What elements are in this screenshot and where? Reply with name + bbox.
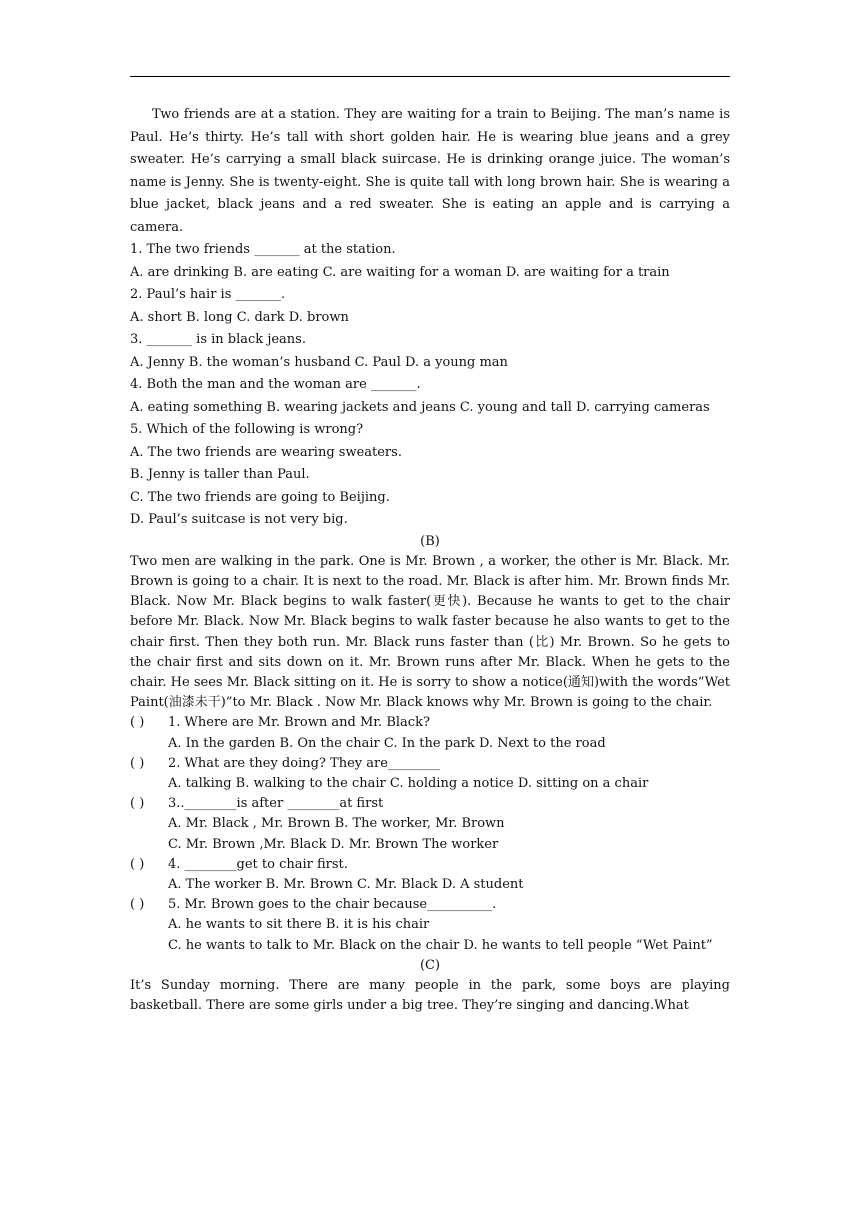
line-a-q4: 4. Both the man and the woman are _______. bbox=[130, 377, 421, 392]
question-b4 bbox=[130, 855, 730, 875]
answer-blank[interactable]: ( ) bbox=[130, 856, 145, 872]
section-b-heading: (B) bbox=[420, 533, 440, 549]
question-b1 bbox=[130, 713, 730, 733]
line-a-q5-option-b: B. Jenny is taller than Paul. bbox=[130, 467, 310, 482]
question-b4-options: A. The worker B. Mr. Brown C. Mr. Black D. A student bbox=[168, 876, 524, 892]
line-a-q5: 5. Which of the following is wrong? bbox=[130, 422, 364, 437]
question-text: 1. Where are Mr. Brown and Mr. Black? bbox=[168, 715, 430, 731]
question-b3 bbox=[130, 794, 730, 814]
answer-blank[interactable]: ( ) bbox=[130, 796, 145, 812]
question-b2 bbox=[130, 754, 730, 774]
line-a-q5-option-c: C. The two friends are going to Beijing. bbox=[130, 489, 390, 505]
question-text: 5. Mr. Brown goes to the chair because__________. bbox=[168, 897, 497, 913]
question-text: 3..________is after ________at first bbox=[168, 796, 384, 812]
answer-blank[interactable]: ( ) bbox=[130, 715, 145, 731]
question-b3-options-2: C. Mr. Brown ,Mr. Black D. Mr. Brown The worker bbox=[168, 836, 499, 852]
question-b5 bbox=[130, 895, 730, 915]
question-b3-options-1: A. Mr. Black , Mr. Brown B. The worker, Mr. Brown bbox=[168, 816, 505, 832]
line-a-q1-options: A. are drinking B. are eating C. are waiting for a woman D. are waiting for a train bbox=[130, 264, 670, 280]
passage-b: Two men are walking in the park. One is Mr. Brown , a worker, the other is Mr. Black. Mr. Brown is going to a chair. It is next to the road. Mr. Black is after him. Mr. Brown finds Mr. Black. Now Mr. Black begins to walk faster(更快). Because he wants to get to the chair before Mr. Black. Now Mr. Black begins to walk faster because he also wants to get to the chair first. Then they both run. Mr. Black runs faster than (比) Mr. Brown. So he gets to the chair first and sits down on it. Mr. Brown runs after Mr. Black. When he gets to the chair. He sees Mr. Black sitting on it. He is sorry to show a notice(通知)with the words“Wet Paint(油漆未干)”to Mr. Black . Now Mr. Black knows why Mr. Brown is going to the chair. bbox=[130, 553, 730, 711]
section-b bbox=[130, 532, 730, 1017]
question-b5-options-2: C. he wants to talk to Mr. Black on the chair D. he wants to tell people “Wet Paint” bbox=[168, 937, 713, 953]
answer-blank[interactable]: ( ) bbox=[130, 897, 145, 913]
section-a bbox=[130, 104, 730, 532]
passage-a: Two friends are at a station. They are waiting for a train to Beijing. The man’s name is Paul. He’s thirty. He’s tall with short golden hair. He is wearing blue jeans and a grey sweater. He’s carrying a small black suircase. He is drinking orange juice. The woman’s name is Jenny. She is twenty-eight. She is quite tall with long brown hair. She is wearing a blue jacket, black jeans and a red sweater. She is eating an apple and is carrying a camera. bbox=[130, 107, 730, 235]
line-a-q3-options: A. Jenny B. the woman’s husband C. Paul D. a young man bbox=[130, 354, 508, 370]
section-c-heading: (C) bbox=[419, 957, 441, 973]
header-rule bbox=[130, 76, 730, 77]
document-content bbox=[130, 104, 730, 1016]
line-a-q5-option-d: D. Paul’s suitcase is not very big. bbox=[130, 512, 348, 527]
question-text: 2. What are they doing? They are________ bbox=[168, 755, 440, 771]
line-a-q3: 3. _______ is in black jeans. bbox=[130, 332, 306, 347]
answer-blank[interactable]: ( ) bbox=[130, 755, 145, 771]
passage-c: It’s Sunday morning. There are many people in the park, some boys are playing basketball. There are some girls under a big tree. They’re singing and dancing.What bbox=[130, 977, 730, 1014]
line-a-q2-options: A. short B. long C. dark D. brown bbox=[130, 309, 349, 325]
line-a-q4-options: A. eating something B. wearing jackets and jeans C. young and tall D. carrying cameras bbox=[130, 399, 710, 415]
line-a-q1: 1. The two friends _______ at the station. bbox=[130, 242, 396, 257]
line-a-q5-option-a: A. The two friends are wearing sweaters. bbox=[130, 444, 402, 460]
question-b5-options-1: A. he wants to sit there B. it is his chair bbox=[168, 917, 430, 933]
question-text: 4. ________get to chair first. bbox=[168, 856, 348, 872]
question-b1-options: A. In the garden B. On the chair C. In the park D. Next to the road bbox=[168, 735, 606, 751]
question-b2-options: A. talking B. walking to the chair C. holding a notice D. sitting on a chair bbox=[168, 775, 649, 791]
line-a-q2: 2. Paul’s hair is _______. bbox=[130, 287, 286, 302]
